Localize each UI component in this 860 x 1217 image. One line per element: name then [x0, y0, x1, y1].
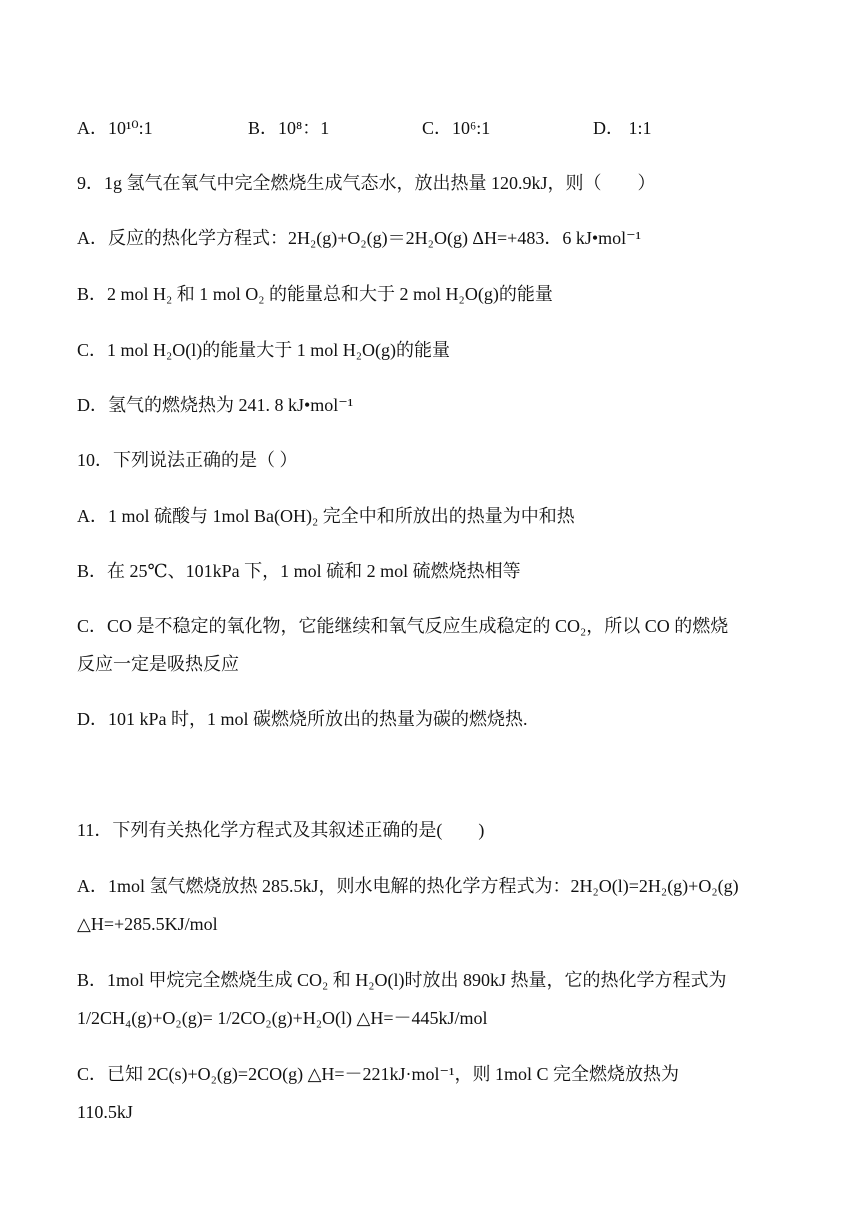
- q11-option-c-line2: 110.5kJ: [77, 1102, 133, 1122]
- q11-stem: 11．下列有关热化学方程式及其叙述正确的是( ): [77, 820, 485, 840]
- q11-option-a-line2: △H=+285.5KJ/mol: [77, 914, 218, 934]
- q8-option-c: C．10⁶:1: [422, 118, 491, 138]
- q8-options-row: [77, 116, 652, 140]
- q10-option-d: D．101 kPa 时，1 mol 碳燃烧所放出的热量为碳的燃烧热.: [77, 709, 528, 729]
- q9-stem: 9．1g 氢气在氧气中完全燃烧生成气态水，放出热量 120.9kJ，则（ ）: [77, 173, 656, 193]
- q9-option-b: B．2 mol H₂ 和 1 mol O₂ 的能量总和大于 2 mol H₂O(g)的能量: [77, 284, 553, 304]
- q11-option-b-line2: 1/2CH₄(g)+O₂(g)= 1/2CO₂(g)+H₂O(l) △H=－445kJ/mol: [77, 1008, 488, 1028]
- q10-option-b: B．在 25℃、101kPa 下，1 mol 硫和 2 mol 硫燃烧热相等: [77, 561, 521, 581]
- q11-option-a-line1: A．1mol 氢气燃烧放热 285.5kJ，则水电解的热化学方程式为：2H₂O(l)=2H₂(g)+O₂(g): [77, 876, 739, 896]
- q9-option-a: A．反应的热化学方程式：2H₂(g)+O₂(g)＝2H₂O(g) ΔH=+483．6 kJ•mol⁻¹: [77, 228, 642, 248]
- q11-option-b-line1: B．1mol 甲烷完全燃烧生成 CO₂ 和 H₂O(l)时放出 890kJ 热量，它的热化学方程式为: [77, 970, 727, 990]
- q9-option-c: C．1 mol H₂O(l)的能量大于 1 mol H₂O(g)的能量: [77, 340, 451, 360]
- q10-stem: 10．下列说法正确的是（ ）: [77, 450, 298, 470]
- q10-option-a: A．1 mol 硫酸与 1mol Ba(OH)₂ 完全中和所放出的热量为中和热: [77, 506, 575, 526]
- q8-option-d: D． 1:1: [593, 118, 652, 138]
- q8-option-a: A．10¹⁰:1: [77, 118, 153, 138]
- q8-option-b: B．10⁸：1: [248, 118, 330, 138]
- q9-option-d: D．氢气的燃烧热为 241. 8 kJ•mol⁻¹: [77, 395, 354, 415]
- q10-option-c-line2: 反应一定是吸热反应: [77, 654, 239, 674]
- q11-option-c-line1: C．已知 2C(s)+O₂(g)=2CO(g) △H=－221kJ·mol⁻¹，则 1mol C 完全燃烧放热为: [77, 1064, 679, 1084]
- q10-option-c-line1: C．CO 是不稳定的氧化物，它能继续和氧气反应生成稳定的 CO₂，所以 CO 的燃烧: [77, 616, 729, 636]
